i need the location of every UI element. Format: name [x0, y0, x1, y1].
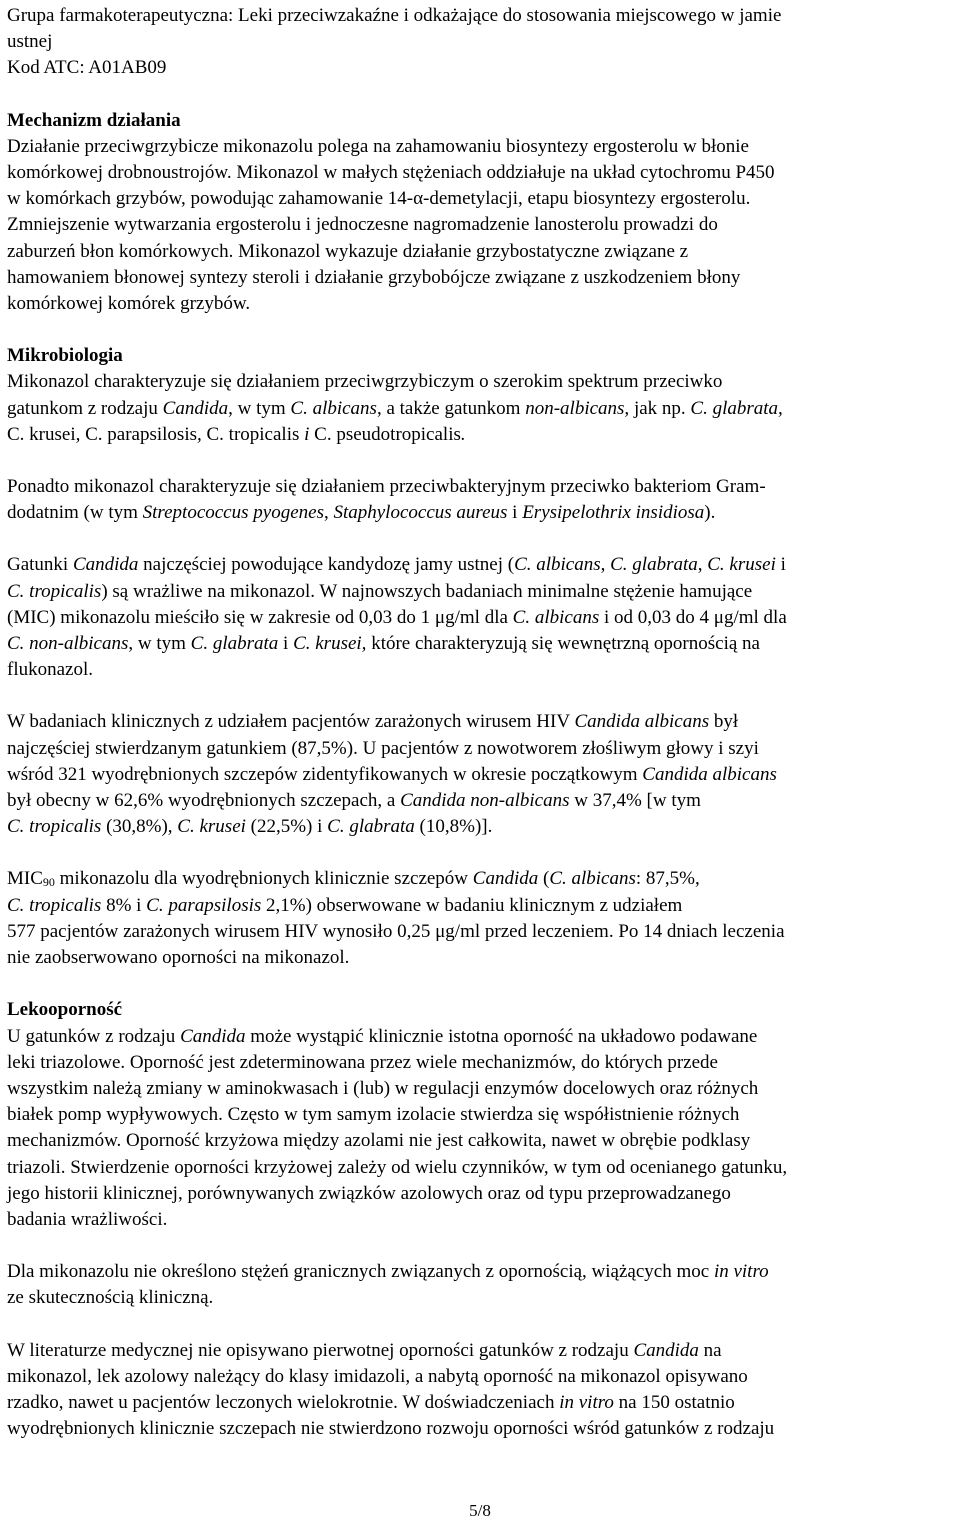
- text-segment: : 87,5%,: [635, 868, 700, 890]
- atc-code: Kod ATC: A01AB09: [7, 57, 167, 79]
- paragraph-line: zaburzeń błon komórkowych. Mikonazol wykazuje działanie grzybostatyczne związane z: [7, 240, 689, 262]
- section-heading: Lekooporność: [7, 999, 123, 1021]
- section-mechanism: [7, 108, 957, 318]
- paragraph-line: nie zaobserwowano oporności na mikonazol.: [7, 947, 350, 969]
- text-segment: rzadko, nawet u pacjentów leczonych wielokrotnie. W doświadczeniach: [7, 1391, 560, 1413]
- italic-term: Candida: [72, 554, 139, 576]
- paragraph-line: leki triazolowe. Oporność jest zdeterminowana przez wiele mechanizmów, do których przede: [7, 1051, 718, 1073]
- italic-term: C. tropicalis: [7, 816, 102, 838]
- italic-term: non-albicans,: [525, 397, 630, 419]
- paragraph-line: [7, 396, 957, 422]
- paragraph-line: [7, 788, 957, 814]
- text-segment: U gatunków z rodzaju: [7, 1025, 181, 1047]
- italic-term: ,: [75, 423, 86, 445]
- italic-term: i: [299, 423, 315, 445]
- text-segment: W literaturze medycznej nie opisywano pierwotnej oporności gatunków z rodzaju: [7, 1339, 634, 1361]
- paragraph-line: Zmniejszenie wytwarzania ergosterolu i jednoczesne nagromadzenie lanosterolu prowadzi do: [7, 214, 718, 236]
- text-segment: w 37,4% [w tym: [569, 790, 701, 812]
- text-segment: jak np.: [629, 397, 691, 419]
- italic-term: .: [460, 423, 466, 445]
- paragraph-line: [7, 1390, 957, 1416]
- paragraph-line: Mikonazol charakteryzuje się działaniem przeciwgrzybiczym o szerokim spektrum przeciwko: [7, 371, 723, 393]
- pharmacotherapeutic-group: Grupa farmakoterapeutyczna: Leki przeciwzakaźne i odkażające do stosowania miejscowego w jamie: [7, 5, 782, 26]
- paragraph-line: badania wrażliwości.: [7, 1208, 168, 1230]
- italic-term: C. glabrata,: [690, 397, 783, 419]
- mic-label: MIC: [7, 868, 43, 890]
- paragraph-line: [7, 552, 957, 578]
- paragraph-line: jego historii klinicznej, porównywanych związków azolowych oraz od typu przeprowadzanego: [7, 1182, 731, 1204]
- section-microbiology: [7, 343, 957, 971]
- paragraph-line: [7, 605, 957, 631]
- text-segment: (10,8%)].: [414, 816, 493, 838]
- pharmacotherapeutic-group-cont: ustnej: [7, 31, 53, 53]
- text-segment: był obecny w 62,6% wyodrębnionych szczepach, a: [7, 790, 401, 812]
- header-block: [7, 3, 957, 82]
- paragraph-line: [7, 814, 957, 840]
- italic-term: Candida albicans: [574, 711, 710, 733]
- text-segment: ,: [600, 554, 611, 576]
- italic-term: C. krusei,: [293, 633, 367, 655]
- paragraph-line: mikonazol, lek azolowy należący do klasy imidazoli, a nabytą oporność na mikonazol opisywano: [7, 1365, 748, 1387]
- text-segment: na 150 ostatnio: [613, 1391, 735, 1413]
- paragraph-line: [7, 631, 957, 657]
- text-segment: wśród 321 wyodrębnionych szczepów zidentyfikowanych w okresie początkowym: [7, 763, 643, 785]
- italic-term: Candida: [633, 1339, 699, 1361]
- paragraph-line: [7, 709, 957, 735]
- text-segment: Gatunki: [7, 554, 73, 576]
- text-segment: najczęściej powodujące kandydozę jamy ustnej (: [138, 554, 515, 576]
- italic-term: C. tropicalis: [7, 580, 102, 602]
- paragraph-line: wszystkim należą zmiany w aminokwasach i (lub) w regulacji enzymów docelowych oraz różnych: [7, 1077, 759, 1099]
- italic-term: C. albicans: [290, 397, 377, 419]
- italic-term: C. parapsilosis: [146, 894, 262, 916]
- paragraph-line: [7, 422, 957, 448]
- text-segment: (22,5%) i: [245, 816, 328, 838]
- text-segment: (30,8%),: [101, 816, 178, 838]
- italic-term: C. albicans: [512, 606, 600, 628]
- document-body: [7, 3, 957, 1442]
- paragraph-line: białek pomp wypływowych. Często w tym samym izolacie stwierdza się współistnienie różnych: [7, 1104, 740, 1126]
- text-segment: (MIC) mikonazolu mieściło się w zakresie od 0,03 do 1 μg/ml dla: [7, 606, 513, 628]
- text-segment: na: [698, 1339, 722, 1361]
- italic-term: Candida: [472, 868, 539, 890]
- text-segment: mikonazolu dla wyodrębnionych klinicznie szczepów: [54, 868, 473, 890]
- text-segment: był: [709, 711, 739, 733]
- text-segment: 8% i: [101, 894, 147, 916]
- paragraph-line: 577 pacjentów zarażonych wirusem HIV wynosiło 0,25 μg/ml przed leczeniem. Po 14 dniach leczenia: [7, 920, 785, 942]
- mic-subscript: 90: [42, 875, 55, 890]
- text-segment: C. tropicalis: [206, 423, 300, 445]
- italic-term: Candida non-albicans: [400, 790, 570, 812]
- text-segment: C. parapsilosis: [85, 423, 197, 445]
- text-segment: , w tym: [128, 633, 191, 655]
- section-resistance: [7, 997, 957, 1442]
- italic-term: C. krusei: [707, 554, 776, 576]
- text-segment: ) są wrażliwe na mikonazol. W najnowszych badaniach minimalne stężenie hamujące: [101, 580, 753, 602]
- italic-term: C. non-albicans: [7, 633, 129, 655]
- italic-term: C. glabrata: [327, 816, 415, 838]
- paragraph-line: komórkowej drobnoustrojów. Mikonazol w małych stężeniach oddziałuje na układ cytochromu P450: [7, 162, 775, 184]
- paragraph-line: [7, 1024, 957, 1050]
- text-segment: gatunkom z rodzaju: [7, 397, 163, 419]
- paragraph-line: hamowaniem błonowej syntezy steroli i działanie grzybobójcze związane z uszkodzeniem błony: [7, 266, 741, 288]
- paragraph-line: [7, 866, 957, 892]
- text-segment: (: [538, 868, 550, 890]
- mic-line-text: [55, 868, 700, 889]
- paragraph-line: ze skutecznością kliniczną.: [7, 1287, 214, 1309]
- italic-term: Staphylococcus aureus: [333, 502, 508, 524]
- paragraph-line: [7, 500, 957, 526]
- text-segment: ).: [704, 502, 716, 524]
- section-heading: Mikrobiologia: [7, 345, 123, 367]
- italic-term: C. tropicalis: [7, 894, 102, 916]
- text-segment: dodatnim (w tym: [7, 502, 143, 524]
- paragraph-line: triazoli. Stwierdzenie oporności krzyżowej zależy od wielu czynników, w tym od ocenianego gatunku,: [7, 1156, 788, 1178]
- text-segment: W badaniach klinicznych z udziałem pacjentów zarażonych wirusem HIV: [7, 711, 575, 733]
- text-segment: które charakteryzują się wewnętrzną opornością na: [366, 633, 760, 655]
- paragraph-line: flukonazol.: [7, 659, 94, 681]
- italic-term: C. glabrata: [190, 633, 279, 655]
- paragraph-line: Działanie przeciwgrzybicze mikonazolu polega na zahamowaniu biosyntezy ergosterolu w błonie: [7, 135, 749, 157]
- paragraph-line: komórkowej komórek grzybów.: [7, 293, 251, 315]
- page-number: 5/8: [469, 1501, 491, 1520]
- paragraph-line: mechanizmów. Oporność krzyżowa między azolami nie jest całkowita, nawet w obrębie podklasy: [7, 1130, 751, 1152]
- text-segment: i: [775, 554, 786, 576]
- italic-term: ,: [197, 423, 207, 445]
- section-heading: Mechanizm działania: [7, 109, 181, 131]
- text-segment: ,: [323, 502, 334, 524]
- italic-term: in vitro: [713, 1261, 769, 1283]
- text-segment: Dla mikonazolu nie określono stężeń granicznych związanych z opornością, wiążących moc: [7, 1261, 714, 1283]
- paragraph-line: [7, 762, 957, 788]
- paragraph-line: Ponadto mikonazol charakteryzuje się działaniem przeciwbakteryjnym przeciwko bakteriom Gram-: [7, 476, 766, 498]
- italic-term: C. krusei: [177, 816, 246, 838]
- italic-term: Candida albicans: [642, 763, 777, 785]
- italic-term: C. glabrata: [610, 554, 698, 576]
- paragraph-line: [7, 1259, 957, 1285]
- italic-term: in vitro: [559, 1391, 614, 1413]
- italic-term: Streptococcus pyogenes: [142, 502, 324, 524]
- paragraph-line: najczęściej stwierdzanym gatunkiem (87,5%). U pacjentów z nowotworem złośliwym głowy i szyi: [7, 737, 759, 759]
- paragraph-line: wyodrębnionych klinicznie szczepach nie stwierdzono rozwoju oporności wśród gatunków z rodzaju: [7, 1418, 775, 1440]
- text-segment: i: [278, 633, 294, 655]
- italic-term: C. albicans: [514, 554, 601, 576]
- italic-term: Erysipelothrix insidiosa: [522, 502, 705, 524]
- text-segment: 2,1%) obserwowane w badaniu klinicznym z udziałem: [261, 894, 683, 916]
- italic-term: Candida: [180, 1025, 246, 1047]
- italic-term: Candida: [162, 397, 229, 419]
- paragraph-line: [7, 1338, 957, 1364]
- text-segment: i: [507, 502, 523, 524]
- text-segment: ,: [697, 554, 708, 576]
- text-segment: , a także gatunkom: [376, 397, 526, 419]
- text-segment: , w tym: [228, 397, 291, 419]
- text-segment: C. krusei: [7, 423, 76, 445]
- text-segment: C. pseudotropicalis: [314, 423, 461, 445]
- paragraph-line: [7, 579, 957, 605]
- italic-term: C. albicans: [549, 868, 636, 890]
- paragraph-line: [7, 893, 957, 919]
- text-segment: może wystąpić klinicznie istotna oporność na układowo podawane: [245, 1025, 758, 1047]
- text-segment: i od 0,03 do 4 μg/ml dla: [599, 606, 787, 628]
- paragraph-line: w komórkach grzybów, powodując zahamowanie 14-α-demetylacji, etapu biosyntezy ergosterolu.: [7, 188, 751, 210]
